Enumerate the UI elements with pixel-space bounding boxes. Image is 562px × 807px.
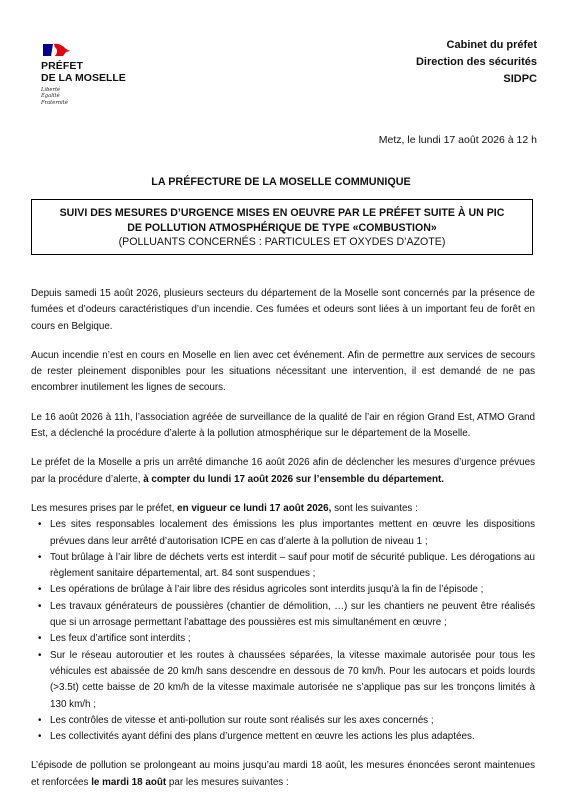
extension-text: L’épisode de pollution se prolongeant au moins jusqu’au mardi 18 août, les mesures énoncées seront maintenues et renforcées	[31, 760, 535, 788]
list-item: • Les contrôles de vitesse et anti-pollution sur route sont réalisés sur les axes concernés ;	[50, 713, 535, 729]
service-line-direction: Direction des sécurités	[415, 56, 537, 68]
motto-egalite: Égalité	[41, 93, 60, 100]
body-text	[31, 286, 535, 804]
republic-motto	[41, 87, 68, 106]
paragraph-no-fire: Aucun incendie n’est en cours en Moselle en lien avec cet événement. Afin de permettre aux services de secours de rester pleinement disponibles pour les situations nécessitant une intervention, il est demandé de ne pas encombrer inutilement les lignes de secours.	[31, 349, 535, 394]
measures-intro-end: sont les suivantes :	[331, 502, 418, 514]
measures-intro-text: Les mesures prises par le préfet,	[31, 502, 178, 514]
service-block	[416, 37, 537, 88]
paragraph-extension	[31, 758, 535, 791]
list-item: • Les opérations de brûlage à l’air libre des résidus agricoles sont interdits jusqu’à la fin de l’épisode ;	[50, 582, 535, 598]
title-line2: DE POLLUTION ATMOSPHÉRIQUE DE TYPE «COMBUSTION»	[127, 221, 437, 234]
list-item: • Les sites responsables localement des émissions les plus importantes mettent en œuvre les dispositions prévues dans leur arrêté d’autorisation ICPE en cas d’alerte à la pollution de niveau 1 ;	[50, 517, 535, 550]
service-line-sidpc: SIDPC	[503, 73, 537, 85]
logo-name-line1: PRÉFET	[41, 60, 84, 72]
extension-end: par les mesures suivantes :	[166, 776, 289, 788]
list-item: • Tout brûlage à l’air libre de déchets verts est interdit – sauf pour motif de sécurité publique. Les dérogations au règlement sanitaire départemental, art. 84 sont suspendues ;	[50, 550, 535, 583]
list-item: • Les collectivités ayant défini des plans d’urgence mettent en œuvre les actions les plus adaptées.	[50, 729, 535, 745]
list-item: • Sur le réseau autoroutier et les routes à chaussées séparées, la vitesse maximale autorisée pour tous les véhicules est abaissée de 20 km/h sans descendre en dessous de 70 km/h. Pour les autocars et poids lourds (>3.5t) cette baisse de 20 km/h de la vitesse maximale autorisée ne s’applique pas sur les tronçons limités à 130 km/h ;	[50, 648, 535, 713]
marianne-flag-icon	[41, 43, 71, 57]
paragraph-arrete	[31, 455, 535, 488]
list-item: • Les feux d’artifice sont interdits ;	[50, 631, 535, 647]
list-item: • Les travaux générateurs de poussières (chantier de démolition, …) sur les chantiers ne peuvent être réalisés que si un arrosage permettant l’abattage des poussières est mis simultanément en œuvre ;	[50, 599, 535, 632]
title-box	[31, 199, 533, 255]
paragraph-alert: Le 16 août 2026 à 11h, l’association agréée de surveillance de la qualité de l’air en région Grand Est, ATMO Grand Est, a déclenché la procédure d’alerte à la pollution atmosphérique sur le département de la Moselle.	[31, 411, 535, 440]
arrete-effective-date: à compter du lundi 17 août 2026 sur l’ensemble du département.	[143, 473, 445, 485]
arrete-text: Le préfet de la Moselle a pris un arrêté dimanche 16 août 2026 afin de déclencher les mesures d’urgence prévues par la procédure d’alerte,	[31, 457, 535, 485]
logo-name-line2: DE LA MOSELLE	[41, 72, 126, 84]
communique-heading: LA PRÉFECTURE DE LA MOSELLE COMMUNIQUE	[151, 176, 411, 188]
paragraph-measures-intro	[31, 501, 535, 517]
motto-liberte: Liberté	[41, 87, 61, 93]
measures-list	[31, 517, 535, 745]
motto-fraternite: Fraternité	[41, 99, 68, 106]
extension-date: le mardi 18 août	[91, 776, 167, 788]
paragraph-context: Depuis samedi 15 août 2026, plusieurs secteurs du département de la Moselle sont concernés par la présence de fumées et d’odeurs caractéristiques d’un incendie. Ces fumées et odeurs sont liées à un important feu de forêt en cours en Belgique.	[31, 288, 535, 332]
measures-intro-date: en vigueur ce lundi 17 août 2026,	[177, 502, 332, 514]
service-line-cabinet: Cabinet du préfet	[446, 39, 537, 51]
title-line3: (POLLUANTS CONCERNÉS : PARTICULES ET OXYDES D’AZOTE)	[118, 236, 446, 248]
date-line: Metz, le lundi 17 août 2026 à 12 h	[378, 134, 537, 146]
title-line1: SUIVI DES MESURES D’URGENCE MISES EN OEUVRE PAR LE PRÉFET SUITE À UN PIC	[59, 207, 505, 219]
